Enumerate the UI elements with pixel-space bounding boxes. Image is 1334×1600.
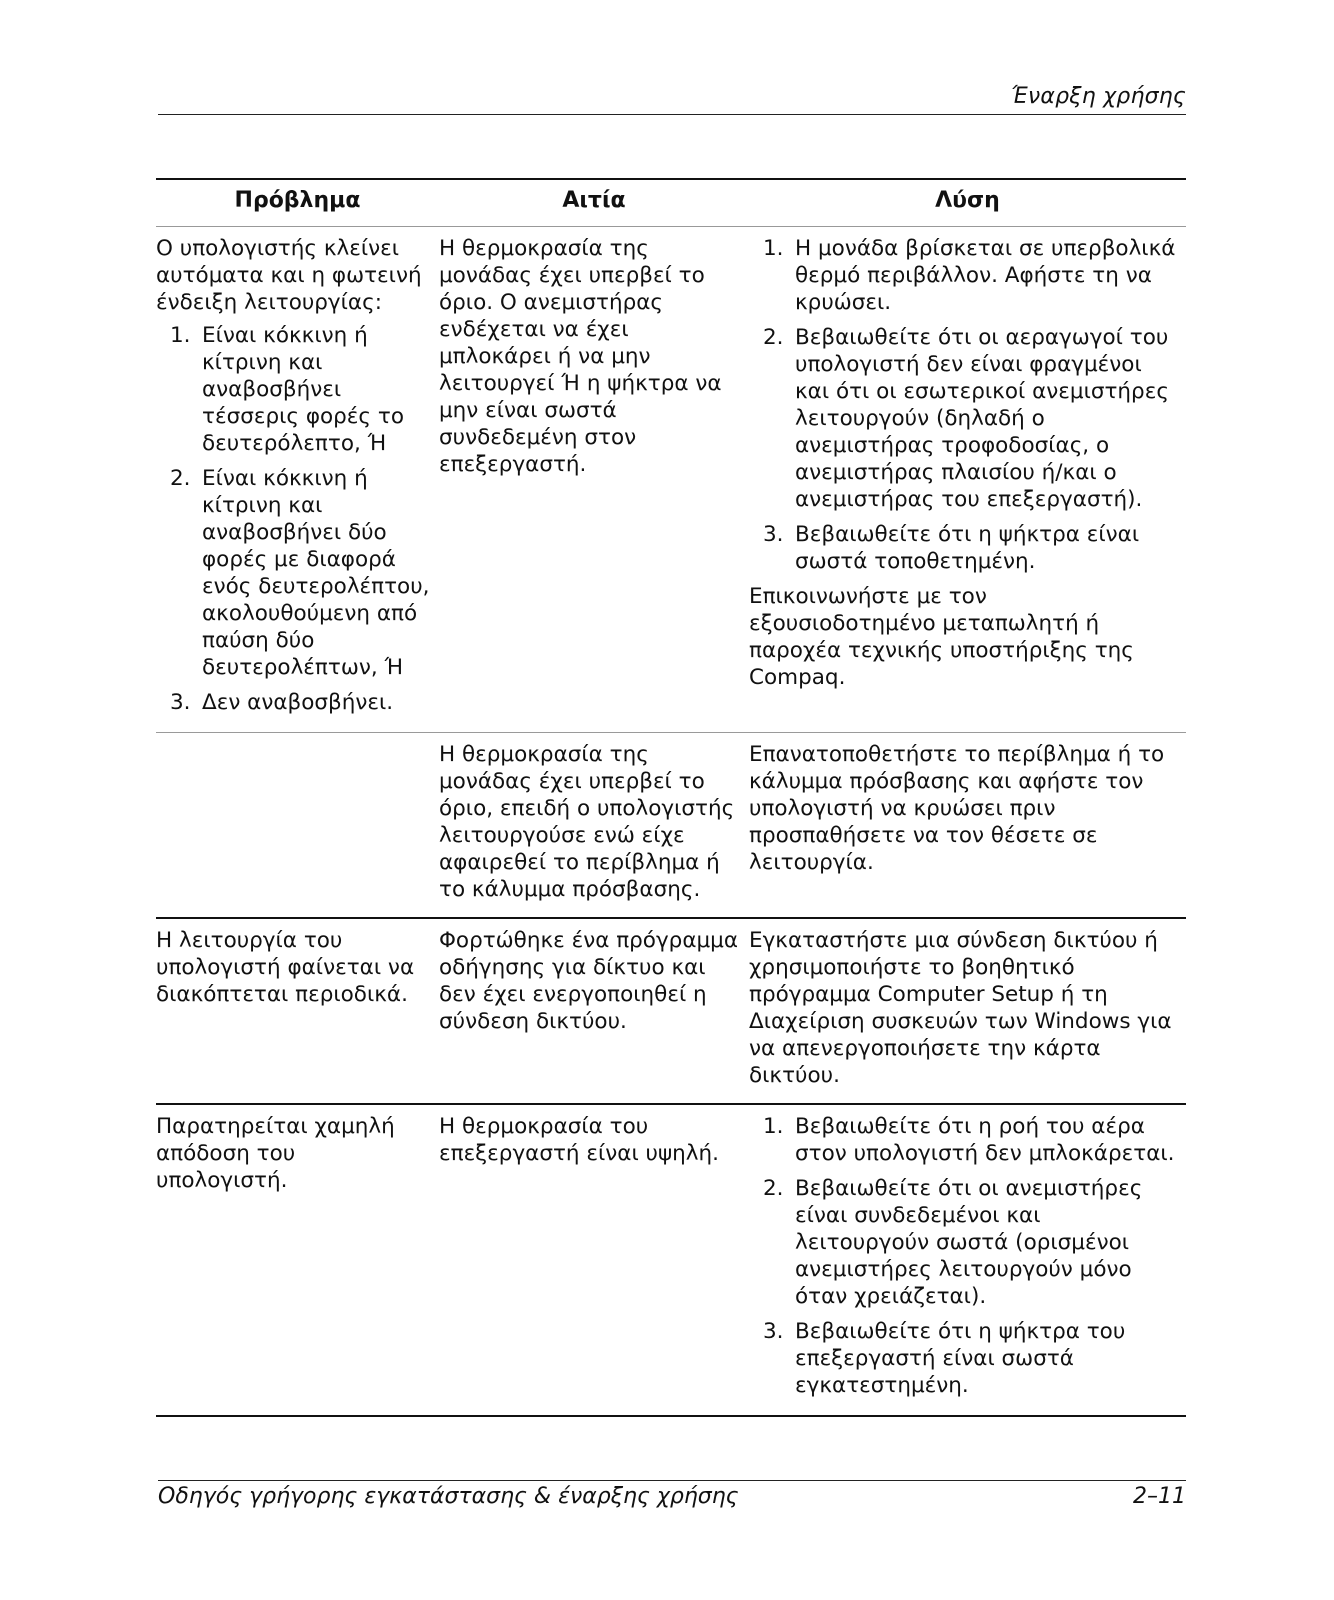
list-number: 1. [170,323,191,348]
list-number: 2. [170,466,191,491]
footer-guide-title: Οδηγός γρήγορης εγκατάστασης & έναρξης χρήσης [158,1484,739,1509]
problem-cell [156,918,439,1104]
list-number: 1. [763,1114,784,1139]
list-item [749,324,1180,513]
solution-text: Εγκαταστήστε μια σύνδεση δικτύου ή χρησιμοποιήστε το βοηθητικό πρόγραμμα Computer Setup ή τη Διαχείριση συσκευών των Windows για να απενεργοποιήσετε την κάρτα δικτύου. [749,928,1172,1088]
solution-cell [749,1104,1186,1416]
cause-cell [439,1104,749,1416]
list-number: 2. [763,1176,784,1201]
cause-text: Φορτώθηκε ένα πρόγραμμα οδήγησης για δίκτυο και δεν έχει ενεργοποιηθεί η σύνδεση δικτύου. [439,928,739,1034]
cause-text: Η θερμοκρασία του επεξεργαστή είναι υψηλή. [439,1114,719,1166]
list-item [749,1318,1180,1399]
list-item [749,521,1180,575]
problem-list [156,322,433,716]
problem-text: Παρατηρείται χαμηλή απόδοση του υπολογιστή. [156,1114,395,1193]
list-item [156,689,433,716]
solution-list [749,1113,1180,1399]
list-item [156,322,433,457]
list-number: 3. [763,522,784,547]
solution-cell [749,227,1186,733]
page-number: 2–11 [1133,1484,1186,1509]
problem-cell [156,1104,439,1416]
list-item [156,465,433,681]
problem-cell [156,227,439,733]
cause-cell [439,918,749,1104]
table-row [156,227,1186,733]
list-item-text: Δεν αναβοσβήνει. [202,690,394,715]
list-item-text: Βεβαιωθείτε ότι η ψήκτρα είναι σωστά τοποθετημένη. [795,522,1140,574]
column-header-cause: Αιτία [439,179,749,227]
list-item-text: Η μονάδα βρίσκεται σε υπερβολικά θερμό περιβάλλον. Αφήστε τη να κρυώσει. [795,236,1176,315]
list-number: 1. [763,236,784,261]
cause-cell [439,733,749,919]
footer-rule [158,1480,1186,1481]
solution-list [749,235,1180,575]
list-item [749,1175,1180,1310]
list-item-text: Βεβαιωθείτε ότι η ροή του αέρα στον υπολογιστή δεν μπλοκάρεται. [795,1114,1175,1166]
column-header-solution: Λύση [749,179,1186,227]
troubleshooting-table [156,178,1186,1417]
list-number: 2. [763,325,784,350]
list-item-text: Βεβαιωθείτε ότι οι αεραγωγοί του υπολογιστή δεν είναι φραγμένοι και ότι οι εσωτερικοί ανεμιστήρες λειτουργούν (δηλαδή ο ανεμιστήρας τροφοδοσίας, ο ανεμιστήρας πλαισίου ή/και ο ανεμιστήρας του επεξεργαστή). [795,325,1169,512]
problem-text: Η λειτουργία του υπολογιστή φαίνεται να διακόπτεται περιοδικά. [156,928,415,1007]
table-row [156,1104,1186,1416]
problem-cell [156,733,439,919]
problem-text: Ο υπολογιστής κλείνει αυτόματα και η φωτεινή ένδειξη λειτουργίας: [156,236,422,315]
list-item-text: Βεβαιωθείτε ότι οι ανεμιστήρες είναι συνδεδεμένοι και λειτουργούν σωστά (ορισμένοι ανεμιστήρες λειτουργούν μόνο όταν χρειάζεται). [795,1176,1143,1309]
list-item-text: Βεβαιωθείτε ότι η ψήκτρα του επεξεργαστή είναι σωστά εγκατεστημένη. [795,1319,1126,1398]
list-item [749,1113,1180,1167]
cause-text: Η θερμοκρασία της μονάδας έχει υπερβεί το όριο, επειδή ο υπολογιστής λειτουργούσε ενώ είχε αφαιρεθεί το περίβλημα ή το κάλυμμα πρόσβασης. [439,742,735,902]
column-header-problem: Πρόβλημα [156,179,439,227]
cause-cell [439,227,749,733]
solution-text: Επανατοποθετήστε το περίβλημα ή το κάλυμμα πρόσβασης και αφήστε τον υπολογιστή να κρυώσει πριν προσπαθήσετε να τον θέσετε σε λειτουργία. [749,742,1165,875]
page-header-title: Έναρξη χρήσης [1010,84,1186,109]
solution-cell [749,918,1186,1104]
table-row [156,733,1186,919]
solution-note: Επικοινωνήστε με τον εξουσιοδοτημένο μεταπωλητή ή παροχέα τεχνικής υποστήριξης της Compaq. [749,584,1134,690]
list-item [749,235,1180,316]
list-number: 3. [763,1319,784,1344]
list-number: 3. [170,690,191,715]
cause-text: Η θερμοκρασία της μονάδας έχει υπερβεί το όριο. Ο ανεμιστήρας ενδέχεται να έχει μπλοκάρει ή να μην λειτουργεί Ή η ψήκτρα να μην είναι σωστά συνδεδεμένη στον επεξεργαστή. [439,236,722,477]
list-item-text: Είναι κόκκινη ή κίτρινη και αναβοσβήνει δύο φορές με διαφορά ενός δευτερολέπτου, ακολουθούμενη από παύση δύο δευτερολέπτων, Ή [202,466,430,680]
table-row [156,918,1186,1104]
list-item-text: Είναι κόκκινη ή κίτρινη και αναβοσβήνει τέσσερις φορές το δευτερόλεπτο, Ή [202,323,404,456]
header-rule [158,114,1186,115]
table-header-row [156,179,1186,227]
solution-cell [749,733,1186,919]
